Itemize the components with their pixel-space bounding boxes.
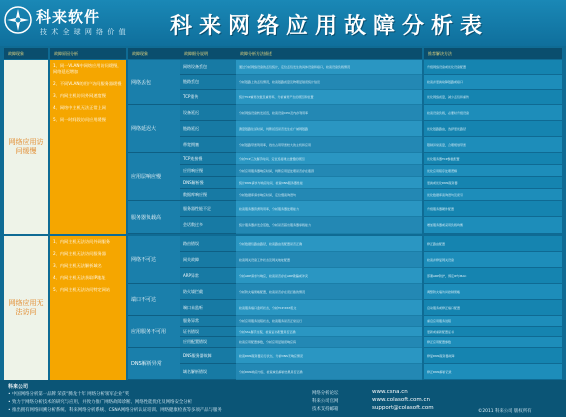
description-cell: 统计DNS请求与响应时间，检查DNS服务器性能 [236,177,422,189]
solution-cell: 修正应用配置参数 [424,337,562,348]
solution-cell: 优化服务器TCP参数配置 [424,153,562,165]
column-header: 故障现象 [4,48,48,59]
solution-cell: 更新或重新配置证书 [424,327,562,337]
solution-cell: 修正DNS解析记录 [424,364,562,380]
solution-cell: 启动服务或修正端口配置 [424,300,562,316]
solution-cell: 修复DNS服务器故障 [424,348,562,364]
symptom-item: 1、同一VLAN中网络应用访问缓慢，网络延迟增加 [53,63,122,75]
category-slow-access: 网络应用访问缓慢 [4,60,48,234]
footer-link-label: 网络分析论坛 [312,391,339,396]
column-header: 推荐解决方法 [424,48,562,59]
description-cell: 分析应用服务器响应时间，判断应用层处理是否存在瓶颈 [236,165,422,177]
symptom-list-unreachable [50,236,126,380]
sub-item: 带宽拥塞 [180,137,236,153]
footer-link-label: 科来公司官网 [312,399,339,404]
phenomenon-cell: 应用层响应慢 [128,153,180,201]
description-cell: 分析数据包路由路径，检查路由表配置是否正确 [236,236,422,252]
description-cell: 统计服务器并发会话数，分析是否超出服务器承载能力 [236,217,422,234]
header [0,0,566,46]
category-no-access: 网络应用无法访问 [4,236,48,380]
description-cell: 分析DNS响应内容，检查域名解析结果是否正确 [236,364,422,380]
phenomenon-cell: DNS解析异常 [128,348,180,380]
sub-item: 服务异常 [180,316,236,327]
sub-item: 链路丢包 [180,75,236,90]
footer-line: • 致力于网络分析技术的研究与应用，并致力推广网络故障诊断、网络性能优化及网络安全分析 [8,400,193,405]
solution-cell: 升级网络设备或优化设备配置 [424,60,562,75]
sub-item: 应用配置错误 [180,337,236,348]
solution-cell: 优化数据库查询语句及索引 [424,189,562,201]
sub-item: DNS解析慢 [180,177,236,189]
description-cell: 测量链路往返时间，判断延迟是否发生在广域网链路 [236,121,422,137]
sub-item: 防火墙拦截 [180,284,236,300]
column-header: 故障分析方法描述 [236,48,422,59]
sub-item: TCP重传 [180,90,236,105]
sub-item: 会话数过多 [180,217,236,234]
phenomenon-cell: 端口不可达 [128,284,180,316]
sub-item: 链路延迟 [180,121,236,137]
sub-item: TCP连接慢 [180,153,236,165]
symptom-item: 4、网络中主机无法正常上网 [53,105,106,111]
symptom-list-slow [50,60,126,234]
footer [0,380,566,417]
description-cell: 分析SSL握手过程，检查证书配置是否正确 [236,327,422,337]
footer-copyright: ©2011 科来公司 版权所有 [478,409,532,414]
description-cell: 分析链路带宽利用率，找出占用带宽较大的主机和应用 [236,137,422,153]
logo-name: 科来软件 [36,8,101,26]
solution-cell: 优化链路路由，选择更优路径 [424,121,562,137]
description-cell: 分析防火墙策略配置，检查是否存在误拦截的情况 [236,284,422,300]
symptom-item: 3、内网主机无法解析域名 [53,263,102,269]
solution-cell: 重启应用服务进程 [424,316,562,327]
solution-cell: 升级服务器硬件配置 [424,201,562,217]
footer-link-forum[interactable]: www.csna.cn [372,389,408,395]
footer-line: • 中国网络分析第一品牌 荣获“腾龙十年 网络分析领军企业”奖 [8,392,130,397]
description-cell: 分析应用服务进程状态，检查服务是否正常运行 [236,316,422,327]
solution-cell: 优化应用程序处理逻辑 [424,165,562,177]
solution-cell: 调整防火墙访问控制策略 [424,284,562,300]
symptom-item: 4、内网主机无法获取IP地址 [53,275,106,281]
description-cell: 分析ARP请求与响应，检查是否存在ARP欺骗或冲突 [236,268,422,284]
sub-item: 证书错误 [180,327,236,337]
symptom-item: 2、不同VLAN的用户访问服务器缓慢 [53,81,122,87]
solution-cell: 增加服务器或采用负载均衡 [424,217,562,234]
column-header: 故障现象 [128,48,180,59]
sub-item: 网关故障 [180,252,236,268]
description-cell: 检查应用配置参数，分析应用层错误响应码 [236,337,422,348]
symptom-item: 1、内网主机无法访问外网服务 [53,239,111,244]
sub-item: 路由错误 [180,236,236,252]
description-cell: 统计TCP重传次数及重传率，分析重传产生的原因和位置 [236,90,422,105]
page-title: 科来网络应用故障分析表 [170,14,490,39]
sub-item: 端口未监听 [180,300,236,316]
sub-item: 设备延迟 [180,105,236,121]
footer-link-website[interactable]: www.colasoft.com.cn [372,397,431,403]
sub-item: 应用响应慢 [180,165,236,177]
description-cell: 通过分析网络设备的丢包统计，定位丢包发生的具体设备和接口，检查设备负载情况 [236,60,422,75]
sub-item: ARP异常 [180,268,236,284]
description-cell: 分析TCP三次握手时间，定位连接建立缓慢的原因 [236,153,422,165]
solution-cell: 部署ARP防护，绑定IP与MAC [424,268,562,284]
description-cell: 检查网关设备工作状态及网关地址配置 [236,252,422,268]
description-cell: 分析链路上的丢包情况，检查链路质量及物理层错误统计信息 [236,75,422,90]
footer-link-label: 技术支持邮箱 [312,407,339,412]
phenomenon-cell: 网络延迟大 [128,105,180,153]
description-cell: 检查DNS服务器运行状态，分析DNS无响应情况 [236,348,422,364]
solution-cell: 检查并修复网关设备 [424,252,562,268]
solution-cell: 更换或优化DNS服务器 [424,177,562,189]
symptom-item: 3、内网主机访问外网速度慢 [53,93,106,99]
description-cell: 分析网络设备转发延迟，检查设备CPU及内存利用率 [236,105,422,121]
solution-cell: 优化网络质量，减少丢包和重传 [424,90,562,105]
phenomenon-cell: 应用服务不可用 [128,316,180,348]
symptom-item: 5、内网主机无法访问特定网站 [53,287,111,293]
solution-cell: 修正路由配置 [424,236,562,252]
logo-slogan: 技 术 全 球 网 络 价 值 [40,28,127,36]
sub-item: 服务器性能不足 [180,201,236,217]
symptom-item: 2、内网主机无法访问服务器 [53,251,106,257]
footer-line: • 推出拥有网络回溯分析系统、科来网络分析系统、CSNA网络分析认证培训、网络健康检查等多项产品与服务 [8,408,222,413]
phenomenon-cell: 网络不可达 [128,236,180,284]
phenomenon-cell: 网络丢包 [128,60,180,105]
sub-item: 域名解析错误 [180,364,236,380]
solution-cell: 检查设备负载，必要时升级设备 [424,105,562,121]
fault-analysis-table [4,48,562,380]
column-header: 故障原因分析 [50,48,126,59]
column-header: 故障细分说明 [180,48,236,59]
symptom-item: 5、同一时间段访问应用缓慢 [53,117,106,123]
description-cell: 分析数据库请求响应时间，定位慢查询语句 [236,189,422,201]
solution-cell: 检查并更换故障链路或接口 [424,75,562,90]
sub-item: 数据库响应慢 [180,189,236,201]
colasoft-logo-icon [4,6,32,34]
solution-cell: 限制异常流量，合理规划带宽 [424,137,562,153]
description-cell: 检查服务器资源利用率，分析服务器处理能力 [236,201,422,217]
description-cell: 检查服务端口监听状态，分析TCP RST报文 [236,300,422,316]
phenomenon-cell: 服务器负载高 [128,201,180,234]
footer-link-email[interactable]: support@colasoft.com [372,405,434,411]
footer-company: 科来公司 [8,384,29,390]
sub-item: 网络设备丢包 [180,60,236,75]
sub-item: DNS服务器故障 [180,348,236,364]
